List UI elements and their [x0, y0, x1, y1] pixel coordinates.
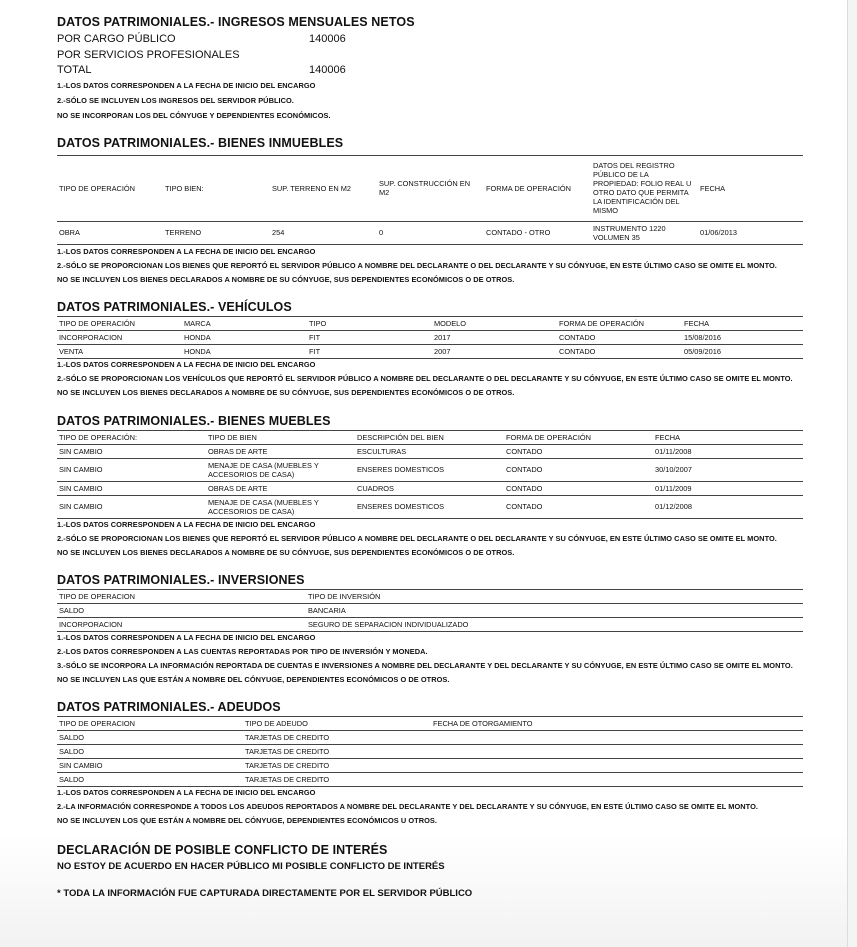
note: NO SE INCLUYEN LOS QUE ESTÁN A NOMBRE DEL CÓNYUGE, DEPENDIENTES ECONÓMICOS U OTROS.	[57, 815, 438, 825]
table-cell: OBRA	[57, 221, 163, 244]
column-header: MARCA	[182, 316, 307, 330]
table-cell	[617, 772, 803, 786]
table-cell: SALDO	[57, 772, 243, 786]
income-value: 140006	[309, 64, 346, 76]
table-cell: 0	[377, 221, 484, 244]
income-label: POR CARGO PÚBLICO	[57, 33, 176, 45]
column-header: TIPO DE ADEUDO	[243, 716, 431, 730]
section-inversiones	[57, 572, 803, 685]
table-cell: 2017	[432, 330, 557, 344]
table-cell: BANCARIA	[306, 603, 555, 617]
table-row	[57, 744, 803, 758]
table-row	[57, 772, 803, 786]
table-cell	[555, 603, 803, 617]
inmuebles-table	[57, 155, 803, 245]
table-cell: 2007	[432, 344, 557, 358]
table-cell: CONTADO	[504, 444, 653, 458]
table-cell: INSTRUMENTO 1220 VOLUMEN 35	[591, 221, 698, 244]
table-cell: 05/09/2016	[682, 344, 803, 358]
table-cell: 01/11/2008	[653, 444, 803, 458]
table-cell: CONTADO	[504, 481, 653, 495]
table-cell: SALDO	[57, 730, 243, 744]
table-cell: TARJETAS DE CREDITO	[243, 730, 431, 744]
column-header: FECHA	[653, 430, 803, 444]
table-cell: SIN CAMBIO	[57, 444, 206, 458]
table-cell	[431, 772, 617, 786]
column-header: TIPO DE OPERACIÓN:	[57, 430, 206, 444]
table-cell: VENTA	[57, 344, 182, 358]
section-title: DATOS PATRIMONIALES.- INGRESOS MENSUALES NETOS	[57, 15, 415, 29]
table-cell: HONDA	[182, 330, 307, 344]
table-header-row	[57, 589, 803, 603]
table-cell: CUADROS	[355, 481, 504, 495]
table-cell: CONTADO	[504, 495, 653, 518]
table-row	[57, 617, 803, 631]
table-cell: SALDO	[57, 744, 243, 758]
table-cell: CONTADO	[557, 344, 682, 358]
section-ingresos	[57, 14, 803, 121]
table-cell: TERRENO	[163, 221, 270, 244]
section-muebles	[57, 413, 803, 558]
table-cell: TARJETAS DE CREDITO	[243, 744, 431, 758]
table-cell: SEGURO DE SEPARACION INDIVIDUALIZADO	[306, 617, 555, 631]
table-cell: HONDA	[182, 344, 307, 358]
table-cell: ENSERES DOMESTICOS	[355, 495, 504, 518]
note: 2.-SÓLO SE PROPORCIONAN LOS BIENES QUE REPORTÓ EL SERVIDOR PÚBLICO A NOMBRE DEL DECLARANTE O DEL DECLARANTE Y SU CÓNYUGE, EN ESTE ÚLTIMO CASO SE OMITE EL MONTO.	[57, 533, 777, 543]
table-cell: ENSERES DOMESTICOS	[355, 458, 504, 481]
table-cell: 01/06/2013	[698, 221, 803, 244]
note: NO SE INCLUYEN LOS BIENES DECLARADOS A NOMBRE DE SU CÓNYUGE, SUS DEPENDIENTES ECONÓMICOS O DE OTROS.	[57, 274, 515, 284]
table-cell: FIT	[307, 330, 432, 344]
table-cell: CONTADO	[557, 330, 682, 344]
column-header: DATOS DEL REGISTRO PÚBLICO DE LA PROPIEDAD: FOLIO REAL U OTRO DATO QUE PERMITA LA IDENTIFICACIÓN DEL MISMO	[591, 155, 698, 221]
column-header: FECHA	[682, 316, 803, 330]
table-cell	[617, 758, 803, 772]
column-header: TIPO DE OPERACION	[57, 716, 243, 730]
section-adeudos	[57, 699, 803, 826]
section-title: DECLARACIÓN DE POSIBLE CONFLICTO DE INTERÉS	[57, 842, 388, 857]
table-cell	[617, 744, 803, 758]
income-row	[57, 63, 803, 79]
table-cell: CONTADO - OTRO	[484, 221, 591, 244]
income-label: TOTAL	[57, 64, 92, 76]
note: 2.-SÓLO SE PROPORCIONAN LOS BIENES QUE REPORTÓ EL SERVIDOR PÚBLICO A NOMBRE DEL DECLARANTE O DEL DECLARANTE Y SU CÓNYUGE, EN ESTE ÚLTIMO CASO SE OMITE EL MONTO.	[57, 260, 777, 270]
table-cell: CONTADO	[504, 458, 653, 481]
column-header: FORMA DE OPERACIÓN	[484, 155, 591, 221]
table-cell: 30/10/2007	[653, 458, 803, 481]
table-row	[57, 495, 803, 518]
table-cell: 01/11/2009	[653, 481, 803, 495]
column-header: TIPO BIEN:	[163, 155, 270, 221]
column-header: TIPO DE OPERACION	[57, 589, 306, 603]
section-vehiculos	[57, 299, 803, 398]
table-row	[57, 603, 803, 617]
adeudos-table	[57, 716, 803, 787]
table-cell	[617, 730, 803, 744]
table-row	[57, 444, 803, 458]
note: 1.-LOS DATOS CORRESPONDEN A LA FECHA DE INICIO DEL ENCARGO	[57, 787, 316, 797]
table-cell: ESCULTURAS	[355, 444, 504, 458]
note: 2.-SÓLO SE PROPORCIONAN LOS VEHÍCULOS QUE REPORTÓ EL SERVIDOR PÚBLICO A NOMBRE DEL DECLARANTE O DEL DECLARANTE Y SU CÓNYUGE, EN ESTE ÚLTIMO CASO SE OMITE EL MONTO.	[57, 373, 793, 383]
note: 2.-SÓLO SE INCLUYEN LOS INGRESOS DEL SERVIDOR PÚBLICO.	[57, 95, 294, 105]
column-header: MODELO	[432, 316, 557, 330]
note: 1.-LOS DATOS CORRESPONDEN A LA FECHA DE INICIO DEL ENCARGO	[57, 632, 316, 642]
column-header: TIPO DE INVERSIÓN	[306, 589, 555, 603]
table-cell: 01/12/2008	[653, 495, 803, 518]
table-cell: 15/08/2016	[682, 330, 803, 344]
note: 1.-LOS DATOS CORRESPONDEN A LA FECHA DE INICIO DEL ENCARGO	[57, 80, 316, 90]
section-title: DATOS PATRIMONIALES.- INVERSIONES	[57, 572, 305, 587]
section-title: DATOS PATRIMONIALES.- BIENES MUEBLES	[57, 413, 331, 428]
table-row	[57, 330, 803, 344]
table-cell: MENAJE DE CASA (MUEBLES Y ACCESORIOS DE CASA)	[206, 458, 355, 481]
income-list	[57, 32, 803, 79]
table-row	[57, 730, 803, 744]
column-header: TIPO	[307, 316, 432, 330]
inversiones-table	[57, 589, 803, 632]
column-header: SUP. CONSTRUCCIÓN EN M2	[377, 155, 484, 221]
section-title: DATOS PATRIMONIALES.- BIENES INMUEBLES	[57, 135, 344, 150]
table-cell: OBRAS DE ARTE	[206, 444, 355, 458]
table-cell: INCORPORACION	[57, 330, 182, 344]
section-title: DATOS PATRIMONIALES.- ADEUDOS	[57, 699, 281, 714]
table-cell: SIN CAMBIO	[57, 495, 206, 518]
section-inmuebles	[57, 135, 803, 285]
table-cell: MENAJE DE CASA (MUEBLES Y ACCESORIOS DE CASA)	[206, 495, 355, 518]
column-header: TIPO DE OPERACIÓN	[57, 316, 182, 330]
note: 1.-LOS DATOS CORRESPONDEN A LA FECHA DE INICIO DEL ENCARGO	[57, 359, 316, 369]
table-row	[57, 481, 803, 495]
table-cell: FIT	[307, 344, 432, 358]
note: 1.-LOS DATOS CORRESPONDEN A LA FECHA DE INICIO DEL ENCARGO	[57, 519, 316, 529]
table-header-row	[57, 430, 803, 444]
column-header: FECHA DE OTORGAMIENTO	[431, 716, 617, 730]
note: NO SE INCLUYEN LOS BIENES DECLARADOS A NOMBRE DE SU CÓNYUGE, SUS DEPENDIENTES ECONÓMICOS O DE OTROS.	[57, 387, 515, 397]
table-row	[57, 758, 803, 772]
column-header	[617, 716, 803, 730]
table-cell	[431, 744, 617, 758]
income-row	[57, 48, 803, 64]
column-header: DESCRIPCIÓN DEL BIEN	[355, 430, 504, 444]
table-cell	[431, 730, 617, 744]
table-row	[57, 344, 803, 358]
muebles-table	[57, 430, 803, 519]
section-conflicto	[57, 842, 803, 900]
table-header-row	[57, 316, 803, 330]
table-row	[57, 221, 803, 244]
footer-note: * TODA LA INFORMACIÓN FUE CAPTURADA DIRECTAMENTE POR EL SERVIDOR PÚBLICO	[57, 887, 473, 899]
table-header-row	[57, 155, 803, 221]
table-cell: SIN CAMBIO	[57, 758, 243, 772]
table-cell: TARJETAS DE CREDITO	[243, 772, 431, 786]
table-cell: INCORPORACION	[57, 617, 306, 631]
note: NO SE INCLUYEN LOS BIENES DECLARADOS A NOMBRE DE SU CÓNYUGE, SUS DEPENDIENTES ECONÓMICOS O DE OTROS.	[57, 547, 515, 557]
column-header: FECHA	[698, 155, 803, 221]
note: 2.-LA INFORMACIÓN CORRESPONDE A TODOS LOS ADEUDOS REPORTADOS A NOMBRE DEL DECLARANTE Y DEL DECLARANTE Y SU CÓNYUGE, EN ESTE ÚLTIMO CASO SE OMITE EL MONTO.	[57, 801, 758, 811]
table-cell	[431, 758, 617, 772]
table-cell: OBRAS DE ARTE	[206, 481, 355, 495]
table-header-row	[57, 716, 803, 730]
table-cell	[555, 617, 803, 631]
income-value: 140006	[309, 33, 346, 45]
income-row	[57, 32, 803, 48]
note: 3.-SÓLO SE INCORPORA LA INFORMACIÓN REPORTADA DE CUENTAS E INVERSIONES A NOMBRE DEL DECLARANTE Y DEL DECLARANTE Y SU CÓNYUGE, EN ESTE ÚLTIMO CASO SE OMITE EL MONTO.	[57, 660, 793, 670]
table-cell: TARJETAS DE CREDITO	[243, 758, 431, 772]
column-header: FORMA DE OPERACIÓN	[504, 430, 653, 444]
section-title: DATOS PATRIMONIALES.- VEHÍCULOS	[57, 299, 292, 314]
vehiculos-table	[57, 316, 803, 359]
conflict-statement: NO ESTOY DE ACUERDO EN HACER PÚBLICO MI POSIBLE CONFLICTO DE INTERÉS	[57, 860, 445, 872]
note: NO SE INCORPORAN LOS DEL CÓNYUGE Y DEPENDIENTES ECONÓMICOS.	[57, 110, 331, 120]
table-cell: SIN CAMBIO	[57, 458, 206, 481]
document-content	[57, 14, 803, 900]
income-label: POR SERVICIOS PROFESIONALES	[57, 48, 240, 61]
table-cell: SIN CAMBIO	[57, 481, 206, 495]
column-header	[555, 589, 803, 603]
scrollbar[interactable]	[847, 0, 857, 947]
table-cell: 254	[270, 221, 377, 244]
table-row	[57, 458, 803, 481]
note: 1.-LOS DATOS CORRESPONDEN A LA FECHA DE INICIO DEL ENCARGO	[57, 246, 316, 256]
column-header: SUP. TERRENO EN M2	[270, 155, 377, 221]
note: NO SE INCLUYEN LAS QUE ESTÁN A NOMBRE DEL CÓNYUGE, DEPENDIENTES ECONÓMICOS O DE OTROS.	[57, 674, 450, 684]
note: 2.-LOS DATOS CORRESPONDEN A LAS CUENTAS REPORTADAS POR TIPO DE INVERSIÓN Y MONEDA.	[57, 646, 428, 656]
table-cell: SALDO	[57, 603, 306, 617]
column-header: FORMA DE OPERACIÓN	[557, 316, 682, 330]
column-header: TIPO DE OPERACIÓN	[57, 155, 163, 221]
column-header: TIPO DE BIEN	[206, 430, 355, 444]
